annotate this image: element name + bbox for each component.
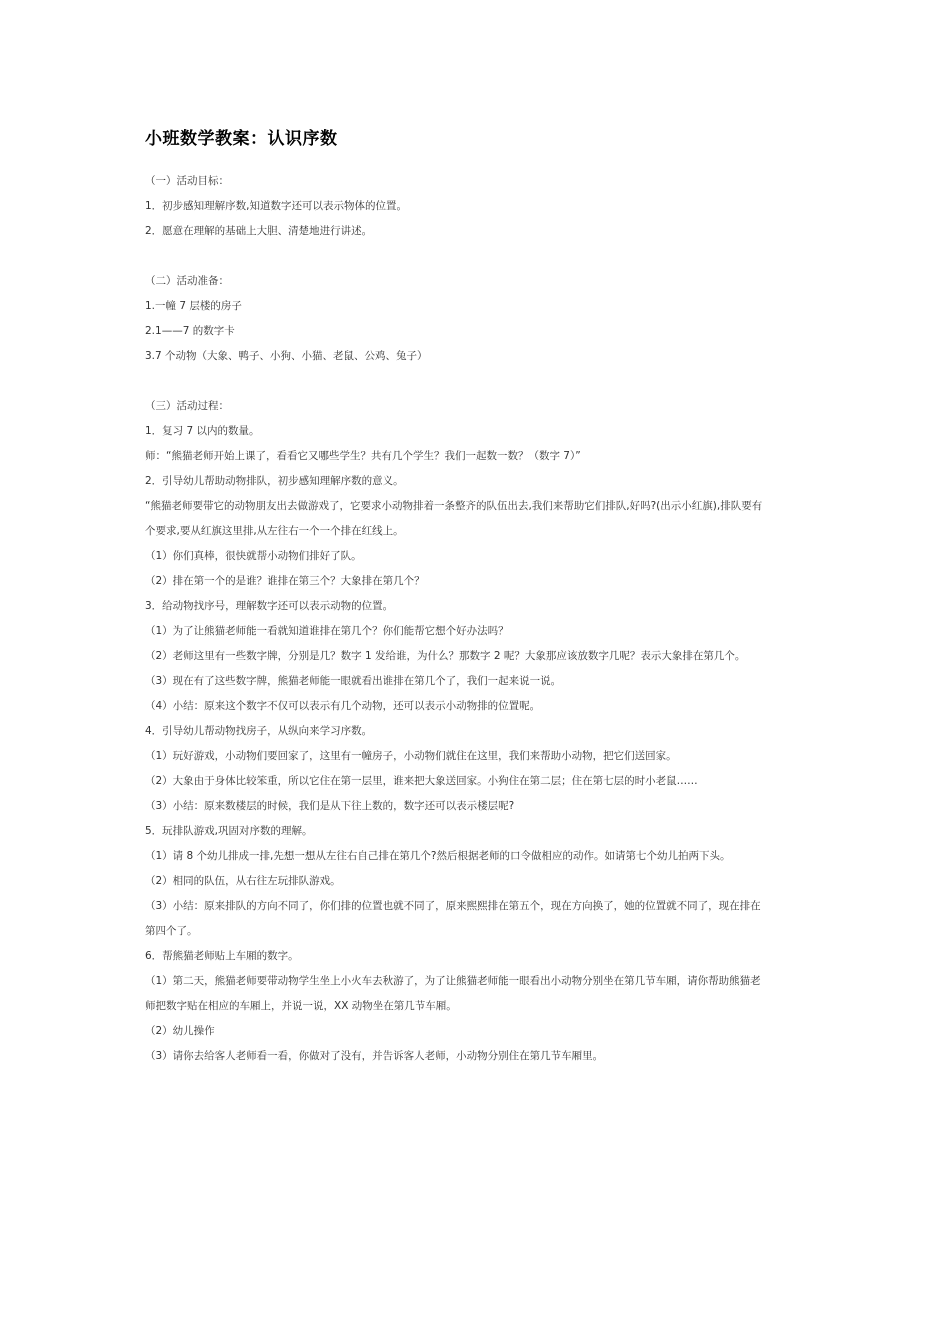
paragraph-line: （1）第二天，熊猫老师要带动物学生坐上小火车去秋游了，为了让熊猫老师能一眼看出小动物分别坐在第几节车厢，请你帮助熊猫老 <box>145 975 761 987</box>
paragraph-line: “熊猫老师要带它的动物朋友出去做游戏了，它要求小动物排着一条整齐的队伍出去,我们来帮助它们排队,好吗?(出示小红旗),排队要有 <box>145 500 763 512</box>
paragraph-line: 6．帮熊猫老师贴上车厢的数字。 <box>145 950 299 962</box>
section-process <box>145 394 815 1069</box>
paragraph-line: （1）请 8 个幼儿排成一排,先想一想从左往右自己排在第几个?然后根据老师的口令做相应的动作。如请第七个幼儿拍两下头。 <box>145 850 731 862</box>
paragraph-line: （4）小结：原来这个数字不仅可以表示有几个动物，还可以表示小动物排的位置呢。 <box>145 700 541 712</box>
paragraph-line: （2）老师这里有一些数字牌，分别是几？数字 1 发给谁，为什么？那数字 2 呢？大象那应该放数字几呢？表示大象排在第几个。 <box>145 650 746 662</box>
list-item: 3.7 个动物（大象、鸭子、小狗、小猫、老鼠、公鸡、兔子） <box>145 350 428 362</box>
paragraph-line: 4．引导幼儿帮动物找房子，从纵向来学习序数。 <box>145 725 373 737</box>
section-preparation <box>145 269 815 369</box>
spacer <box>145 244 815 269</box>
section-heading: （二）活动准备： <box>145 275 229 287</box>
paragraph-line: 师：“熊猫老师开始上课了，看看它又哪些学生？共有几个学生？我们一起数一数？（数字 7）” <box>145 450 581 462</box>
paragraph-line: （1）为了让熊猫老师能一看就知道谁排在第几个？你们能帮它想个好办法吗？ <box>145 625 509 637</box>
list-item: 1.一幢 7 层楼的房子 <box>145 300 242 312</box>
paragraph-line: （3）小结：原来排队的方向不同了，你们排的位置也就不同了，原来熙熙排在第五个，现在方向换了，她的位置就不同了，现在排在 <box>145 900 761 912</box>
paragraph-line: 1．复习 7 以内的数量。 <box>145 425 260 437</box>
section-heading: （三）活动过程： <box>145 400 229 412</box>
list-item: 1．初步感知理解序数,知道数字还可以表示物体的位置。 <box>145 200 408 212</box>
paragraph-line: 3．给动物找序号，理解数字还可以表示动物的位置。 <box>145 600 394 612</box>
paragraph-line: （3）请你去给客人老师看一看，你做对了没有，并告诉客人老师，小动物分别住在第几节车厢里。 <box>145 1050 604 1062</box>
paragraph-line: （2）幼儿操作 <box>145 1025 215 1037</box>
section-heading: （一）活动目标： <box>145 175 229 187</box>
paragraph-line: （2）大象由于身体比较笨重，所以它住在第一层里，谁来把大象送回家。小狗住在第二层；住在第七层的时小老鼠…… <box>145 775 698 787</box>
document-content <box>145 124 815 1069</box>
paragraph-line: 个要求,要从红旗这里排,从左往右一个一个排在红线上。 <box>145 525 404 537</box>
paragraph-line: 师把数字贴在相应的车厢上，并说一说，XX 动物坐在第几节车厢。 <box>145 1000 457 1012</box>
paragraph-line: 5．玩排队游戏,巩固对序数的理解。 <box>145 825 313 837</box>
section-goals <box>145 169 815 244</box>
paragraph-line: 第四个了。 <box>145 925 198 937</box>
paragraph-line: （2）相同的队伍，从右往左玩排队游戏。 <box>145 875 341 887</box>
paragraph-line: 2．引导幼儿帮助动物排队，初步感知理解序数的意义。 <box>145 475 404 487</box>
paragraph-line: （3）小结：原来数楼层的时候，我们是从下往上数的，数字还可以表示楼层呢? <box>145 800 515 812</box>
list-item: 2．愿意在理解的基础上大胆、清楚地进行讲述。 <box>145 225 373 237</box>
paragraph-line: （2）排在第一个的是谁？谁排在第三个？大象排在第几个？ <box>145 575 425 587</box>
paragraph-line: （1）你们真棒，很快就帮小动物们排好了队。 <box>145 550 362 562</box>
paragraph-line: （3）现在有了这些数字牌，熊猫老师能一眼就看出谁排在第几个了，我们一起来说一说。 <box>145 675 562 687</box>
paragraph-line: （1）玩好游戏，小动物们要回家了，这里有一幢房子，小动物们就住在这里，我们来帮助小动物，把它们送回家。 <box>145 750 677 762</box>
list-item: 2.1——7 的数字卡 <box>145 325 235 337</box>
spacer <box>145 369 815 394</box>
page-title: 小班数学教案：认识序数 <box>145 129 338 149</box>
